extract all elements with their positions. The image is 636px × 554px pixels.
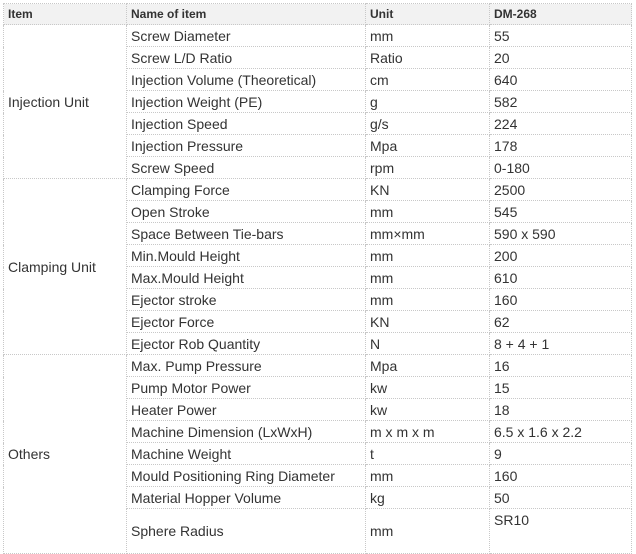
item-name: Max.Mould Height <box>127 267 366 289</box>
item-unit: mm <box>366 289 490 311</box>
item-name: Material Hopper Volume <box>127 487 366 509</box>
item-value: 6.5 x 1.6 x 2.2 <box>490 421 632 443</box>
item-unit: mm <box>366 465 490 487</box>
item-unit: KN <box>366 179 490 201</box>
item-unit: mm <box>366 267 490 289</box>
item-value: 610 <box>490 267 632 289</box>
group-label: Clamping Unit <box>4 179 127 355</box>
item-unit: cm <box>366 69 490 91</box>
item-unit: rpm <box>366 157 490 179</box>
item-unit: KN <box>366 311 490 333</box>
item-value: SR10 <box>490 509 632 554</box>
item-value: 16 <box>490 355 632 377</box>
item-value: 160 <box>490 465 632 487</box>
item-name: Heater Power <box>127 399 366 421</box>
item-name: Sphere Radius <box>127 509 366 554</box>
item-unit: g <box>366 91 490 113</box>
item-value: 582 <box>490 91 632 113</box>
item-name: Max. Pump Pressure <box>127 355 366 377</box>
item-value: 20 <box>490 47 632 69</box>
item-value: 9 <box>490 443 632 465</box>
item-value: 8 + 4 + 1 <box>490 333 632 355</box>
item-unit: N <box>366 333 490 355</box>
item-name: Injection Speed <box>127 113 366 135</box>
item-unit: kw <box>366 399 490 421</box>
item-value: 50 <box>490 487 632 509</box>
item-name: Clamping Force <box>127 179 366 201</box>
spec-table <box>3 3 632 554</box>
item-unit: t <box>366 443 490 465</box>
item-value: 2500 <box>490 179 632 201</box>
item-name: Pump Motor Power <box>127 377 366 399</box>
item-unit: Ratio <box>366 47 490 69</box>
header-row <box>4 4 632 25</box>
item-name: Ejector Force <box>127 311 366 333</box>
item-unit: mm×mm <box>366 223 490 245</box>
item-name: Ejector stroke <box>127 289 366 311</box>
item-unit: Mpa <box>366 135 490 157</box>
item-unit: m x m x m <box>366 421 490 443</box>
item-name: Machine Dimension (LxWxH) <box>127 421 366 443</box>
item-unit: Mpa <box>366 355 490 377</box>
item-name: Ejector Rob Quantity <box>127 333 366 355</box>
item-value: 15 <box>490 377 632 399</box>
item-value: 178 <box>490 135 632 157</box>
table-row <box>4 179 632 201</box>
group-label: Others <box>4 355 127 554</box>
item-value: 640 <box>490 69 632 91</box>
item-value: 224 <box>490 113 632 135</box>
item-value: 590 x 590 <box>490 223 632 245</box>
item-unit: g/s <box>366 113 490 135</box>
item-unit: kw <box>366 377 490 399</box>
item-unit: mm <box>366 245 490 267</box>
header-item: Item <box>4 4 127 25</box>
item-unit: kg <box>366 487 490 509</box>
table-row <box>4 355 632 377</box>
spec-body <box>4 25 632 554</box>
group-label: Injection Unit <box>4 25 127 179</box>
item-name: Injection Volume (Theoretical) <box>127 69 366 91</box>
header-model: DM-268 <box>490 4 632 25</box>
item-value: 0-180 <box>490 157 632 179</box>
item-unit: mm <box>366 509 490 554</box>
item-value: 200 <box>490 245 632 267</box>
header-unit: Unit <box>366 4 490 25</box>
item-unit: mm <box>366 201 490 223</box>
item-name: Injection Pressure <box>127 135 366 157</box>
item-name: Min.Mould Height <box>127 245 366 267</box>
item-name: Screw Diameter <box>127 25 366 47</box>
table-row <box>4 25 632 47</box>
item-name: Open Stroke <box>127 201 366 223</box>
item-name: Machine Weight <box>127 443 366 465</box>
item-name: Screw Speed <box>127 157 366 179</box>
item-value: 62 <box>490 311 632 333</box>
item-name: Screw L/D Ratio <box>127 47 366 69</box>
item-value: 545 <box>490 201 632 223</box>
header-name: Name of item <box>127 4 366 25</box>
item-value: 55 <box>490 25 632 47</box>
item-value: 18 <box>490 399 632 421</box>
item-name: Mould Positioning Ring Diameter <box>127 465 366 487</box>
item-name: Injection Weight (PE) <box>127 91 366 113</box>
item-unit: mm <box>366 25 490 47</box>
item-name: Space Between Tie-bars <box>127 223 366 245</box>
item-value: 160 <box>490 289 632 311</box>
